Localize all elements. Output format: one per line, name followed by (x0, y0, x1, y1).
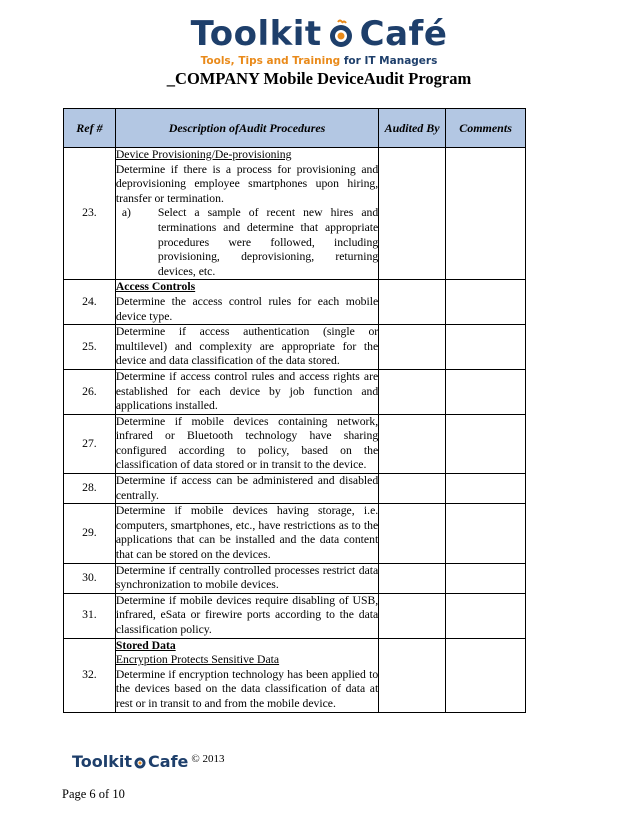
row-description (115, 593, 378, 638)
sub-item-text: Select a sample of recent new hires and terminations and determine that appropriate procedures were followed, including provisioning, deprovisioning, returning devices, etc. (157, 206, 379, 278)
row-text: Determine if encryption technology has been applied to the devices based on the data classification of data at rest or in transit to and from the mobile device. (115, 667, 379, 710)
table-row (64, 474, 526, 504)
tagline-part-2: for IT Managers (340, 55, 438, 67)
row-text: Determine if access control rules and access rights are established for each device by job function and applications installed. (115, 369, 379, 413)
row-ref: 26. (64, 369, 116, 414)
row-description (115, 563, 378, 593)
audited-by-cell[interactable] (379, 638, 446, 712)
table-row (64, 280, 526, 325)
brand-name-left: Toolkit (190, 14, 322, 54)
sub-item-marker: a) (121, 206, 131, 220)
row-description (115, 280, 378, 325)
row-description (115, 148, 378, 280)
row-text: Determine the access control rules for each mobile device type. (115, 294, 379, 323)
coffee-cup-icon (133, 755, 147, 769)
row-description (115, 638, 378, 712)
audit-table (63, 108, 526, 713)
audited-by-cell[interactable] (379, 563, 446, 593)
comments-cell[interactable] (446, 325, 526, 370)
sub-item (122, 206, 378, 279)
table-row (64, 369, 526, 414)
audited-by-cell[interactable] (379, 414, 446, 473)
comments-cell[interactable] (446, 148, 526, 280)
audited-by-cell[interactable] (379, 280, 446, 325)
tagline-part-1: Tools, Tips and Training (200, 55, 341, 67)
comments-cell[interactable] (446, 280, 526, 325)
row-description (115, 414, 378, 473)
table-row (64, 638, 526, 712)
comments-cell[interactable] (446, 593, 526, 638)
row-description (115, 474, 378, 504)
row-description (115, 325, 378, 370)
comments-cell[interactable] (446, 414, 526, 473)
row-ref: 27. (64, 414, 116, 473)
row-description (115, 369, 378, 414)
header-description: Description ofAudit Procedures (115, 109, 378, 148)
table-row (64, 593, 526, 638)
comments-cell[interactable] (446, 563, 526, 593)
header-logo (0, 14, 638, 67)
row-text: Determine if access authentication (single or multilevel) and complexity are appropriate for the device and data classification of the data stored. (115, 325, 379, 368)
table-row (64, 148, 526, 280)
page-number: Page 6 of 10 (62, 787, 125, 801)
table-row (64, 414, 526, 473)
row-text: Determine if mobile devices containing network, infrared or Bluetooth technology have sharing configured according to policy, based on the classification of data stored or in transit to the device. (115, 414, 379, 472)
audited-by-cell[interactable] (379, 593, 446, 638)
brand-tagline (0, 55, 638, 67)
header-audited-by: Audited By (379, 109, 446, 148)
row-heading: Device Provisioning/De-provisioning (115, 148, 292, 161)
table-row (64, 563, 526, 593)
row-ref: 25. (64, 325, 116, 370)
row-text: Determine if mobile devices require disabling of USB, infrared, eSata or firewire ports according to the data classification policy. (115, 593, 379, 636)
comments-cell[interactable] (446, 369, 526, 414)
audited-by-cell[interactable] (379, 325, 446, 370)
row-description (115, 504, 378, 563)
footer-brand-left: Toolkit (72, 752, 133, 771)
audited-by-cell[interactable] (379, 369, 446, 414)
audited-by-cell[interactable] (379, 148, 446, 280)
row-ref: 32. (64, 638, 116, 712)
row-heading: Stored Data (115, 638, 176, 652)
row-ref: 29. (64, 504, 116, 563)
audited-by-cell[interactable] (379, 504, 446, 563)
row-ref: 28. (64, 474, 116, 504)
row-ref: 24. (64, 280, 116, 325)
comments-cell[interactable] (446, 504, 526, 563)
row-heading: Access Controls (115, 280, 196, 294)
row-ref: 31. (64, 593, 116, 638)
row-text: Determine if mobile devices having storage, i.e. computers, smartphones, etc., have restrictions as to the applications that can be installed and the data content that can be stored on the devices. (115, 504, 379, 562)
row-subheading: Encryption Protects Sensitive Data (115, 653, 280, 667)
table-row (64, 504, 526, 563)
header-ref: Ref # (64, 109, 116, 148)
row-ref: 23. (64, 148, 116, 280)
row-text: Determine if centrally controlled processes restrict data synchronization to mobile devices. (115, 563, 379, 592)
comments-cell[interactable] (446, 474, 526, 504)
row-ref: 30. (64, 563, 116, 593)
row-text: Determine if access can be administered and disabled centrally. (115, 474, 379, 502)
coffee-cup-icon (326, 19, 356, 49)
table-row (64, 325, 526, 370)
copyright: © 2013 (191, 752, 225, 765)
header-comments: Comments (446, 109, 526, 148)
row-text: Determine if there is a process for provisioning and deprovisioning employee smartphones upon hiring, transfer or termination. (115, 162, 379, 205)
footer-brand-right: Cafe (148, 752, 189, 771)
document-title: _COMPANY Mobile DeviceAudit Program (166, 69, 472, 88)
brand-name-right: Café (359, 14, 448, 54)
table-header-row (64, 109, 526, 148)
footer-logo (72, 752, 225, 771)
audited-by-cell[interactable] (379, 474, 446, 504)
comments-cell[interactable] (446, 638, 526, 712)
